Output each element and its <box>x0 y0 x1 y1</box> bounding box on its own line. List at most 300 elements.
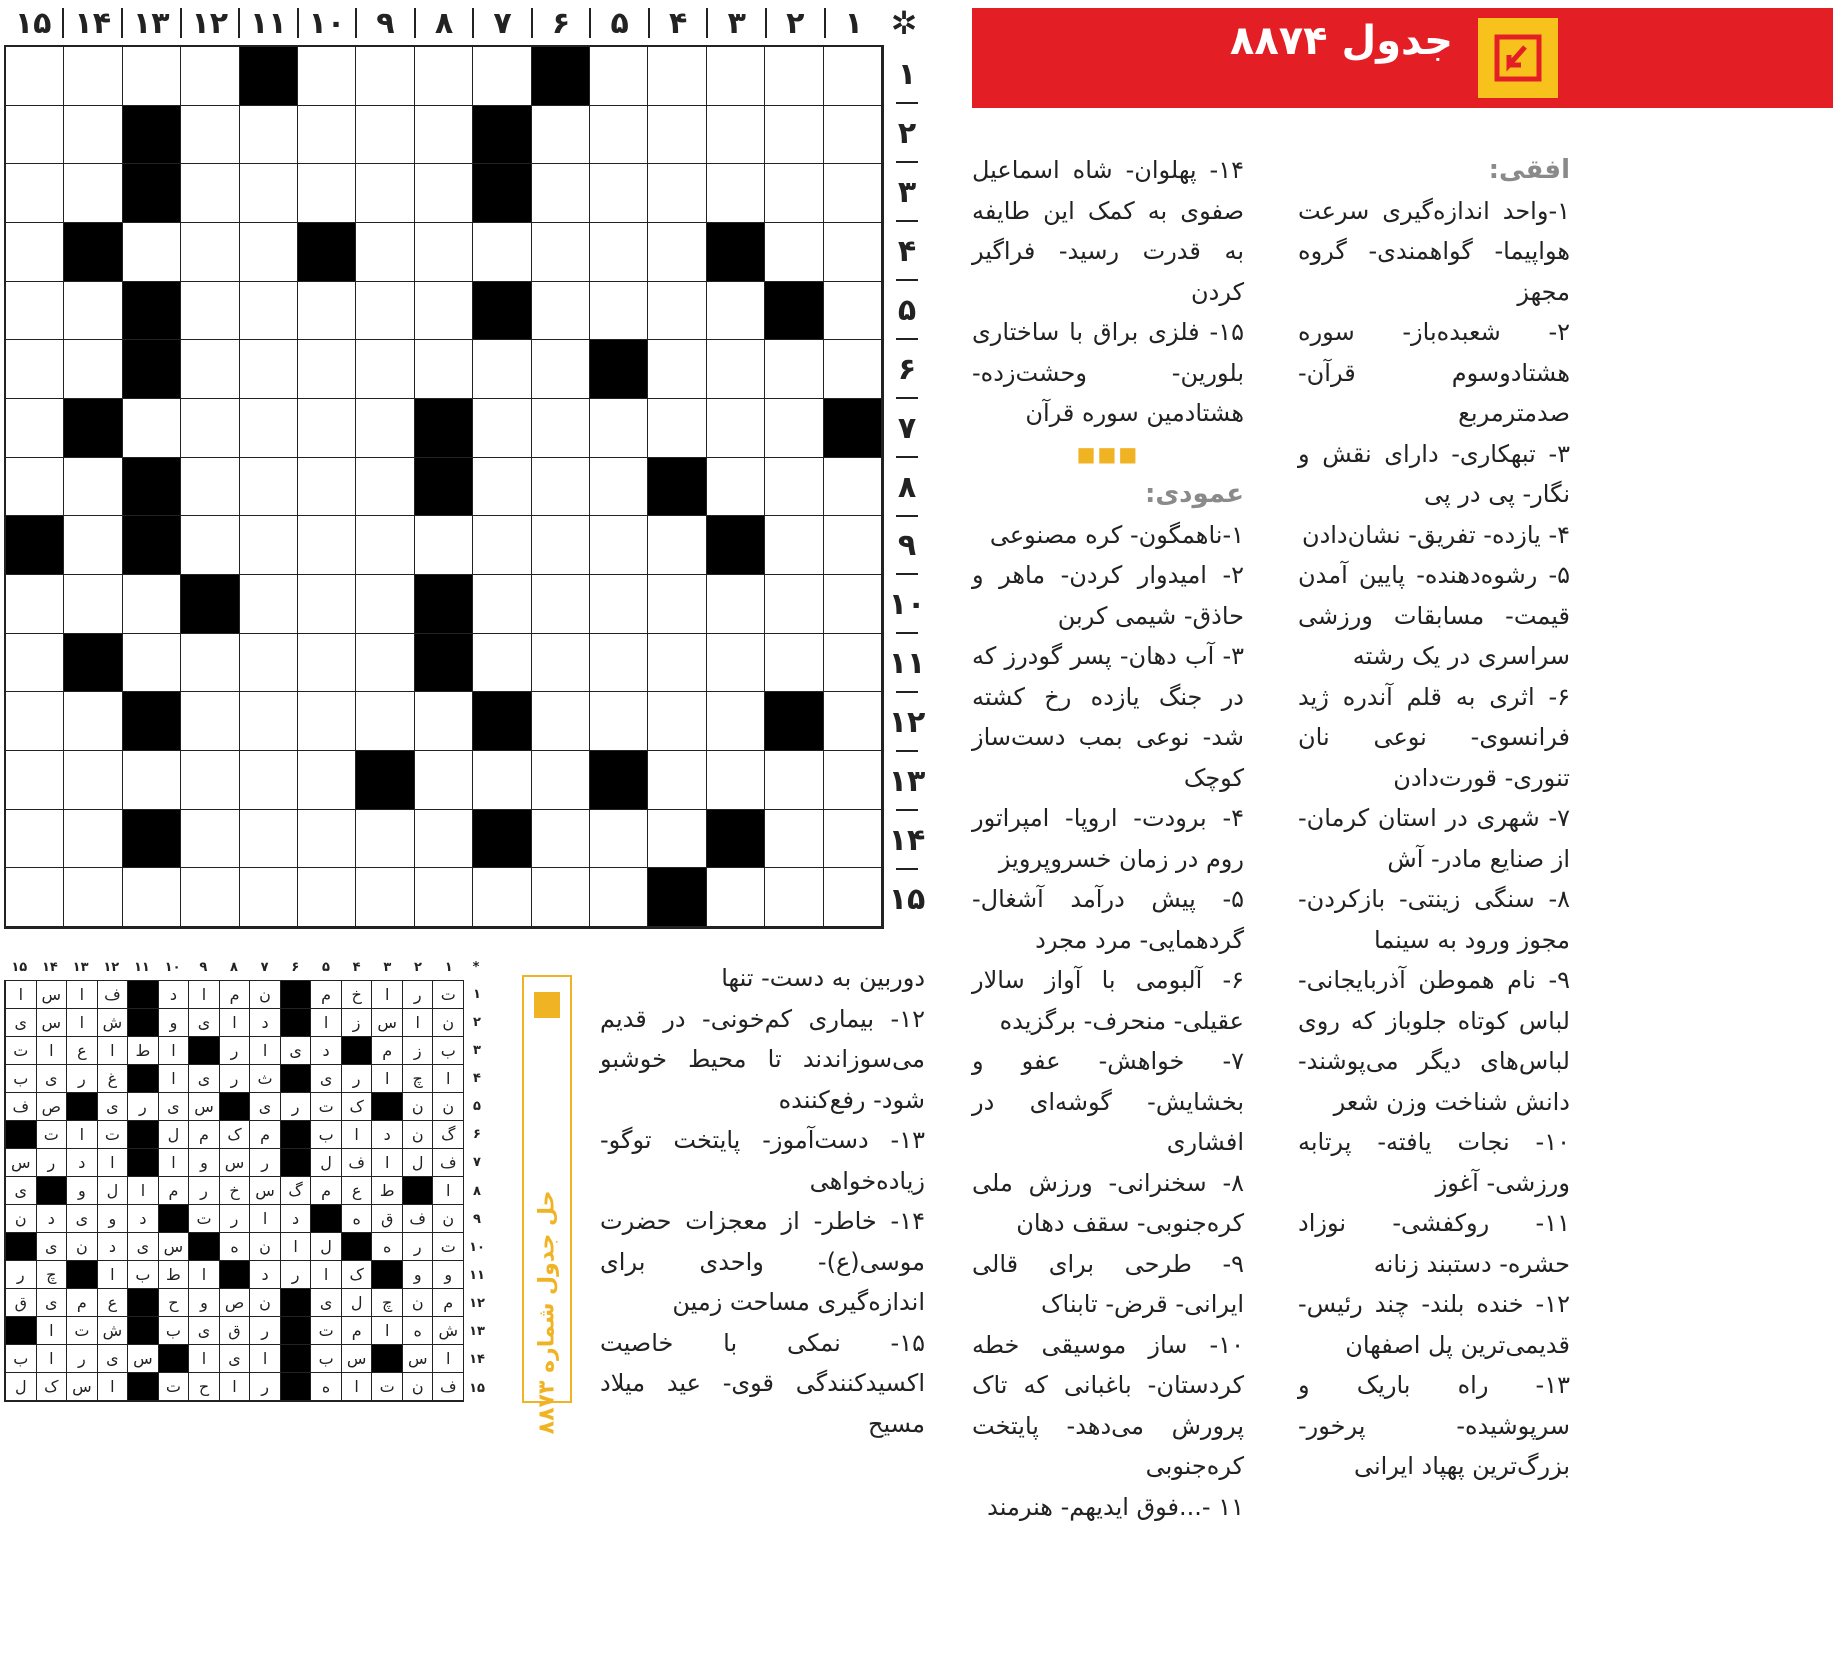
grid-cell[interactable] <box>181 751 239 810</box>
black-cell <box>123 516 181 575</box>
solution-black-cell <box>280 1289 311 1317</box>
solution-cell: ت <box>66 1317 97 1345</box>
grid-cell[interactable] <box>240 751 298 810</box>
grid-cell[interactable] <box>765 340 823 399</box>
grid-cell[interactable] <box>123 868 181 927</box>
grid-cell[interactable] <box>648 399 706 458</box>
solution-black-cell <box>127 1373 158 1401</box>
grid-cell[interactable] <box>6 810 64 869</box>
grid-cell[interactable] <box>298 47 356 106</box>
grid-cell[interactable] <box>240 575 298 634</box>
grid-cell[interactable] <box>64 106 122 165</box>
grid-cell[interactable] <box>765 516 823 575</box>
grid-cell[interactable] <box>240 106 298 165</box>
grid-cell[interactable] <box>415 47 473 106</box>
solution-row-number: ۱۳ <box>469 1324 485 1340</box>
row-number: ۱۴ <box>888 811 926 870</box>
clue-item: ۸- سنگی زینتی- بازکردن- مجوز ورود به سینما <box>1298 885 1570 954</box>
solution-cell: ر <box>188 1177 219 1205</box>
solution-row-number: ۳ <box>473 1042 481 1058</box>
black-cell <box>123 106 181 165</box>
solution-cell: ی <box>66 1205 97 1233</box>
grid-cell[interactable] <box>64 340 122 399</box>
solution-cell: د <box>249 1261 280 1289</box>
clue-item: ۱۲- بیماری کم‌خونی- در قدیم می‌سوزاندند تا محیط خوشبو شود- رفع‌کننده <box>600 1004 925 1114</box>
solution-cell: ت <box>158 1373 189 1401</box>
solution-cell: ا <box>66 981 97 1009</box>
grid-cell[interactable] <box>473 223 531 282</box>
grid-cell[interactable] <box>473 868 531 927</box>
grid-cell[interactable] <box>181 282 239 341</box>
grid-cell[interactable] <box>240 282 298 341</box>
grid-cell[interactable] <box>532 106 590 165</box>
grid-cell[interactable] <box>648 516 706 575</box>
solution-cell: م <box>341 1317 372 1345</box>
grid-cell[interactable] <box>298 634 356 693</box>
solution-cell: ه <box>219 1233 250 1261</box>
black-cell <box>473 692 531 751</box>
grid-cell[interactable] <box>648 223 706 282</box>
grid-cell[interactable] <box>707 164 765 223</box>
grid-cell[interactable] <box>356 399 414 458</box>
grid-cell[interactable] <box>240 810 298 869</box>
solution-cell: گ <box>280 1177 311 1205</box>
grid-cell[interactable] <box>532 516 590 575</box>
grid-cell[interactable] <box>532 575 590 634</box>
grid-cell[interactable] <box>181 106 239 165</box>
grid-cell[interactable] <box>707 458 765 517</box>
grid-cell[interactable] <box>532 340 590 399</box>
grid-cell[interactable] <box>356 47 414 106</box>
solution-cell: ب <box>432 1037 463 1065</box>
grid-cell[interactable] <box>824 692 882 751</box>
solution-cell: ا <box>127 1177 158 1205</box>
grid-cell[interactable] <box>707 751 765 810</box>
grid-cell[interactable] <box>824 340 882 399</box>
grid-cell[interactable] <box>64 282 122 341</box>
row-number: ۳ <box>888 163 926 222</box>
solution-cell: ا <box>188 981 219 1009</box>
solution-row-number: ۱۴ <box>469 1352 485 1368</box>
grid-cell[interactable] <box>64 47 122 106</box>
grid-cell[interactable] <box>765 399 823 458</box>
grid-cell[interactable] <box>356 164 414 223</box>
solution-cell: س <box>127 1345 158 1373</box>
grid-cell[interactable] <box>64 810 122 869</box>
grid-cell[interactable] <box>356 868 414 927</box>
solution-cell: و <box>97 1205 128 1233</box>
grid-cell[interactable] <box>415 282 473 341</box>
grid-cell[interactable] <box>64 868 122 927</box>
grid-cell[interactable] <box>6 164 64 223</box>
grid-cell[interactable] <box>765 634 823 693</box>
solution-cell: س <box>36 1009 67 1037</box>
grid-cell[interactable] <box>64 458 122 517</box>
grid-cell[interactable] <box>707 340 765 399</box>
solution-cell: ه <box>402 1317 433 1345</box>
solution-cell: ت <box>432 981 463 1009</box>
solution-cell: ر <box>402 981 433 1009</box>
grid-cell[interactable] <box>824 575 882 634</box>
grid-cell[interactable] <box>6 282 64 341</box>
solution-cell: ن <box>249 1233 280 1261</box>
grid-cell[interactable] <box>356 223 414 282</box>
grid-cell[interactable] <box>707 868 765 927</box>
clue-item: ۱۰- نجات یافته- پرتابه ورزشی- آغوز <box>1298 1128 1570 1197</box>
grid-cell[interactable] <box>6 458 64 517</box>
grid-cell[interactable] <box>532 164 590 223</box>
grid-cell[interactable] <box>648 751 706 810</box>
solution-cell: ط <box>127 1037 158 1065</box>
grid-cell[interactable] <box>473 575 531 634</box>
grid-cell[interactable] <box>648 340 706 399</box>
grid-cell[interactable] <box>298 164 356 223</box>
solution-column-number: ۹ <box>199 960 208 975</box>
solution-black-cell <box>371 1345 402 1373</box>
solution-cell: ش <box>97 1317 128 1345</box>
solution-cell: د <box>127 1205 158 1233</box>
grid-cell[interactable] <box>590 810 648 869</box>
solution-cell: ن <box>432 1093 463 1121</box>
grid-cell[interactable] <box>824 47 882 106</box>
clue-item: ۷- شهری در استان کرمان- از صنایع مادر- آش <box>1298 804 1570 873</box>
grid-cell[interactable] <box>648 164 706 223</box>
grid-cell[interactable] <box>473 458 531 517</box>
grid-cell[interactable] <box>824 751 882 810</box>
grid-cell[interactable] <box>765 810 823 869</box>
grid-cell[interactable] <box>298 399 356 458</box>
grid-cell[interactable] <box>473 399 531 458</box>
clue-item: ۴- یازده- تفریق- نشان‌دادن <box>1301 520 1570 549</box>
grid-cell[interactable] <box>298 810 356 869</box>
clue-item: ۲- امیدوار کردن- ماهر و حاذق- شیمی کربن <box>972 561 1244 630</box>
solution-black-cell <box>280 1373 311 1401</box>
arrow-logo-icon <box>534 992 560 1018</box>
column-number: ۴ <box>648 8 707 38</box>
solution-cell: ی <box>280 1037 311 1065</box>
solution-cell: و <box>66 1177 97 1205</box>
grid-cell[interactable] <box>415 751 473 810</box>
grid-cell[interactable] <box>123 47 181 106</box>
solution-column-number: ۵ <box>322 960 330 975</box>
grid-cell[interactable] <box>181 223 239 282</box>
solution-cell: م <box>371 1037 402 1065</box>
solution-cell: ا <box>432 1177 463 1205</box>
row-number: ۷ <box>888 399 926 458</box>
grid-cell[interactable] <box>6 634 64 693</box>
grid-cell[interactable] <box>123 223 181 282</box>
grid-cell[interactable] <box>415 106 473 165</box>
solution-column-header <box>4 960 488 978</box>
across-clues <box>1298 150 1570 1487</box>
grid-cell[interactable] <box>415 810 473 869</box>
grid-cell[interactable] <box>6 340 64 399</box>
solution-cell: س <box>5 1149 36 1177</box>
grid-cell[interactable] <box>240 340 298 399</box>
grid-cell[interactable] <box>824 634 882 693</box>
grid-cell[interactable] <box>707 575 765 634</box>
black-cell <box>473 164 531 223</box>
solution-column-number: * <box>472 960 480 975</box>
column-number: ۳ <box>706 8 765 38</box>
solution-grid <box>4 980 464 1402</box>
grid-cell[interactable] <box>298 868 356 927</box>
solution-cell: ا <box>158 1065 189 1093</box>
solution-cell: ت <box>310 1317 341 1345</box>
solution-cell: ر <box>127 1093 158 1121</box>
solution-cell: ح <box>158 1289 189 1317</box>
grid-cell[interactable] <box>648 282 706 341</box>
grid-cell[interactable] <box>590 47 648 106</box>
grid-cell[interactable] <box>824 282 882 341</box>
grid-cell[interactable] <box>590 399 648 458</box>
grid-cell[interactable] <box>824 810 882 869</box>
solution-column-number: ۱۲ <box>103 960 120 975</box>
grid-cell[interactable] <box>765 868 823 927</box>
grid-cell[interactable] <box>298 692 356 751</box>
solution-cell: ا <box>97 1373 128 1401</box>
grid-cell[interactable] <box>298 575 356 634</box>
grid-cell[interactable] <box>824 868 882 927</box>
grid-cell[interactable] <box>298 516 356 575</box>
grid-cell[interactable] <box>765 458 823 517</box>
grid-cell[interactable] <box>181 516 239 575</box>
solution-row-number: ۲ <box>473 1014 481 1030</box>
solution-cell: ب <box>158 1317 189 1345</box>
grid-cell[interactable] <box>590 106 648 165</box>
solution-cell: ز <box>341 1009 372 1037</box>
solution-cell: ی <box>310 1289 341 1317</box>
grid-cell[interactable] <box>473 634 531 693</box>
solution-column-number: ۱ <box>444 960 453 975</box>
black-cell <box>181 575 239 634</box>
page-title: جدول ۸۸۷۴ <box>1229 18 1453 64</box>
grid-cell[interactable] <box>707 399 765 458</box>
grid-cell[interactable] <box>707 282 765 341</box>
grid-cell[interactable] <box>356 458 414 517</box>
grid-cell[interactable] <box>532 692 590 751</box>
solution-cell: ی <box>249 1093 280 1121</box>
bottom-clues <box>600 958 925 1444</box>
solution-row-number: ۱۵ <box>469 1380 485 1396</box>
grid-cell[interactable] <box>824 458 882 517</box>
grid-cell[interactable] <box>415 223 473 282</box>
grid-cell[interactable] <box>298 458 356 517</box>
grid-cell[interactable] <box>64 164 122 223</box>
grid-cell[interactable] <box>648 810 706 869</box>
solution-cell: ن <box>402 1373 433 1401</box>
solution-cell: ا <box>219 1373 250 1401</box>
solution-cell: ا <box>249 1345 280 1373</box>
grid-cell[interactable] <box>532 810 590 869</box>
grid-cell[interactable] <box>298 340 356 399</box>
grid-cell[interactable] <box>473 340 531 399</box>
grid-cell[interactable] <box>415 340 473 399</box>
grid-cell[interactable] <box>240 164 298 223</box>
grid-cell[interactable] <box>181 868 239 927</box>
grid-cell[interactable] <box>181 810 239 869</box>
grid-cell[interactable] <box>765 575 823 634</box>
grid-cell[interactable] <box>415 692 473 751</box>
solution-black-cell <box>66 1093 97 1121</box>
grid-cell[interactable] <box>6 399 64 458</box>
grid-cell[interactable] <box>765 164 823 223</box>
grid-cell[interactable] <box>415 868 473 927</box>
grid-cell[interactable] <box>473 47 531 106</box>
grid-cell[interactable] <box>181 692 239 751</box>
grid-cell[interactable] <box>356 634 414 693</box>
grid-cell[interactable] <box>240 516 298 575</box>
solution-cell: ع <box>66 1037 97 1065</box>
grid-cell[interactable] <box>590 692 648 751</box>
solution-cell: ن <box>249 1289 280 1317</box>
grid-cell[interactable] <box>356 810 414 869</box>
grid-cell[interactable] <box>824 106 882 165</box>
grid-cell[interactable] <box>590 282 648 341</box>
grid-cell[interactable] <box>6 223 64 282</box>
row-number: ۱۳ <box>888 752 926 811</box>
grid-cell[interactable] <box>64 692 122 751</box>
grid-cell[interactable] <box>123 634 181 693</box>
clue-item: ۴- برودت- اروپا- امپراتور روم در زمان خسروپرویز <box>972 804 1244 873</box>
down-list <box>972 515 1244 1528</box>
grid-cell[interactable] <box>415 516 473 575</box>
grid-cell[interactable] <box>532 868 590 927</box>
grid-cell[interactable] <box>590 164 648 223</box>
column-number: ۸ <box>414 8 473 38</box>
grid-cell[interactable] <box>648 575 706 634</box>
grid-cell[interactable] <box>765 106 823 165</box>
grid-cell[interactable] <box>590 516 648 575</box>
grid-cell[interactable] <box>648 692 706 751</box>
grid-cell[interactable] <box>356 575 414 634</box>
divider-dots: ■■■ <box>1076 441 1140 466</box>
solution-black-cell <box>188 1233 219 1261</box>
grid-cell[interactable] <box>181 399 239 458</box>
grid-cell[interactable] <box>590 458 648 517</box>
grid-cell[interactable] <box>415 164 473 223</box>
grid-cell[interactable] <box>6 575 64 634</box>
grid-cell[interactable] <box>240 868 298 927</box>
solution-cell: ا <box>188 1261 219 1289</box>
grid-cell[interactable] <box>590 634 648 693</box>
black-cell <box>356 751 414 810</box>
grid-cell[interactable] <box>648 106 706 165</box>
grid-cell[interactable] <box>123 575 181 634</box>
grid-cell[interactable] <box>240 223 298 282</box>
grid-cell[interactable] <box>181 634 239 693</box>
grid-cell[interactable] <box>181 340 239 399</box>
solution-black-cell <box>280 1065 311 1093</box>
grid-cell[interactable] <box>6 868 64 927</box>
grid-cell[interactable] <box>824 223 882 282</box>
grid-cell[interactable] <box>356 516 414 575</box>
grid-cell[interactable] <box>298 106 356 165</box>
solution-black-cell <box>341 1037 372 1065</box>
solution-cell: ک <box>341 1261 372 1289</box>
solution-cell: ا <box>97 1261 128 1289</box>
grid-cell[interactable] <box>532 634 590 693</box>
grid-cell[interactable] <box>824 516 882 575</box>
row-number: ۱۵ <box>888 882 926 918</box>
grid-cell[interactable] <box>824 164 882 223</box>
solution-column-number: ۱۱ <box>134 960 150 975</box>
grid-cell[interactable] <box>532 458 590 517</box>
grid-cell[interactable] <box>707 47 765 106</box>
grid-cell[interactable] <box>6 751 64 810</box>
solution-row-number: ۱۱ <box>469 1267 485 1283</box>
grid-cell[interactable] <box>64 516 122 575</box>
grid-cell[interactable] <box>181 47 239 106</box>
grid-cell[interactable] <box>648 47 706 106</box>
grid-cell[interactable] <box>590 575 648 634</box>
grid-cell[interactable] <box>707 692 765 751</box>
grid-cell[interactable] <box>532 282 590 341</box>
grid-cell[interactable] <box>6 106 64 165</box>
grid-cell[interactable] <box>6 47 64 106</box>
grid-cell[interactable] <box>240 458 298 517</box>
grid-cell[interactable] <box>532 751 590 810</box>
black-cell <box>473 106 531 165</box>
solution-cell: ف <box>402 1205 433 1233</box>
grid-cell[interactable] <box>590 223 648 282</box>
clue-item: ۱-واحد اندازه‌گیری سرعت هواپیما- گواهمندی- گروه مجهز <box>1298 196 1570 306</box>
solution-black-cell <box>5 1233 36 1261</box>
grid-cell[interactable] <box>181 458 239 517</box>
grid-cell[interactable] <box>6 692 64 751</box>
solution-cell: ا <box>341 1373 372 1401</box>
grid-cell[interactable] <box>473 751 531 810</box>
solution-cell: س <box>219 1149 250 1177</box>
grid-cell[interactable] <box>123 751 181 810</box>
grid-cell[interactable] <box>123 399 181 458</box>
grid-cell[interactable] <box>356 692 414 751</box>
solution-cell: ص <box>36 1093 67 1121</box>
grid-cell[interactable] <box>765 223 823 282</box>
black-cell <box>415 634 473 693</box>
grid-cell[interactable] <box>532 223 590 282</box>
grid-cell[interactable] <box>181 164 239 223</box>
grid-cell[interactable] <box>356 106 414 165</box>
solution-row-number: ۱ <box>473 986 481 1002</box>
grid-cell[interactable] <box>64 575 122 634</box>
solution-cell: ط <box>371 1177 402 1205</box>
solution-cell: ا <box>432 1345 463 1373</box>
grid-cell[interactable] <box>648 634 706 693</box>
grid-cell[interactable] <box>707 106 765 165</box>
grid-cell[interactable] <box>356 340 414 399</box>
grid-cell[interactable] <box>240 634 298 693</box>
grid-cell[interactable] <box>64 751 122 810</box>
grid-cell[interactable] <box>707 634 765 693</box>
black-cell <box>648 458 706 517</box>
grid-cell[interactable] <box>356 282 414 341</box>
grid-cell[interactable] <box>240 399 298 458</box>
grid-cell[interactable] <box>532 399 590 458</box>
grid-cell[interactable] <box>765 47 823 106</box>
solution-cell: س <box>402 1345 433 1373</box>
solution-cell: ت <box>36 1121 67 1149</box>
clue-item: ۳- آب دهان- پسر گودرز که در جنگ یازده رخ کشته شد- نوعی بمب دست‌ساز کوچک <box>972 642 1244 792</box>
solution-cell: ی <box>5 1177 36 1205</box>
grid-cell[interactable] <box>298 282 356 341</box>
grid-cell[interactable] <box>765 751 823 810</box>
grid-cell[interactable] <box>298 751 356 810</box>
grid-cell[interactable] <box>590 868 648 927</box>
solution-cell: ن <box>5 1205 36 1233</box>
grid-cell[interactable] <box>473 516 531 575</box>
grid-cell[interactable] <box>240 692 298 751</box>
